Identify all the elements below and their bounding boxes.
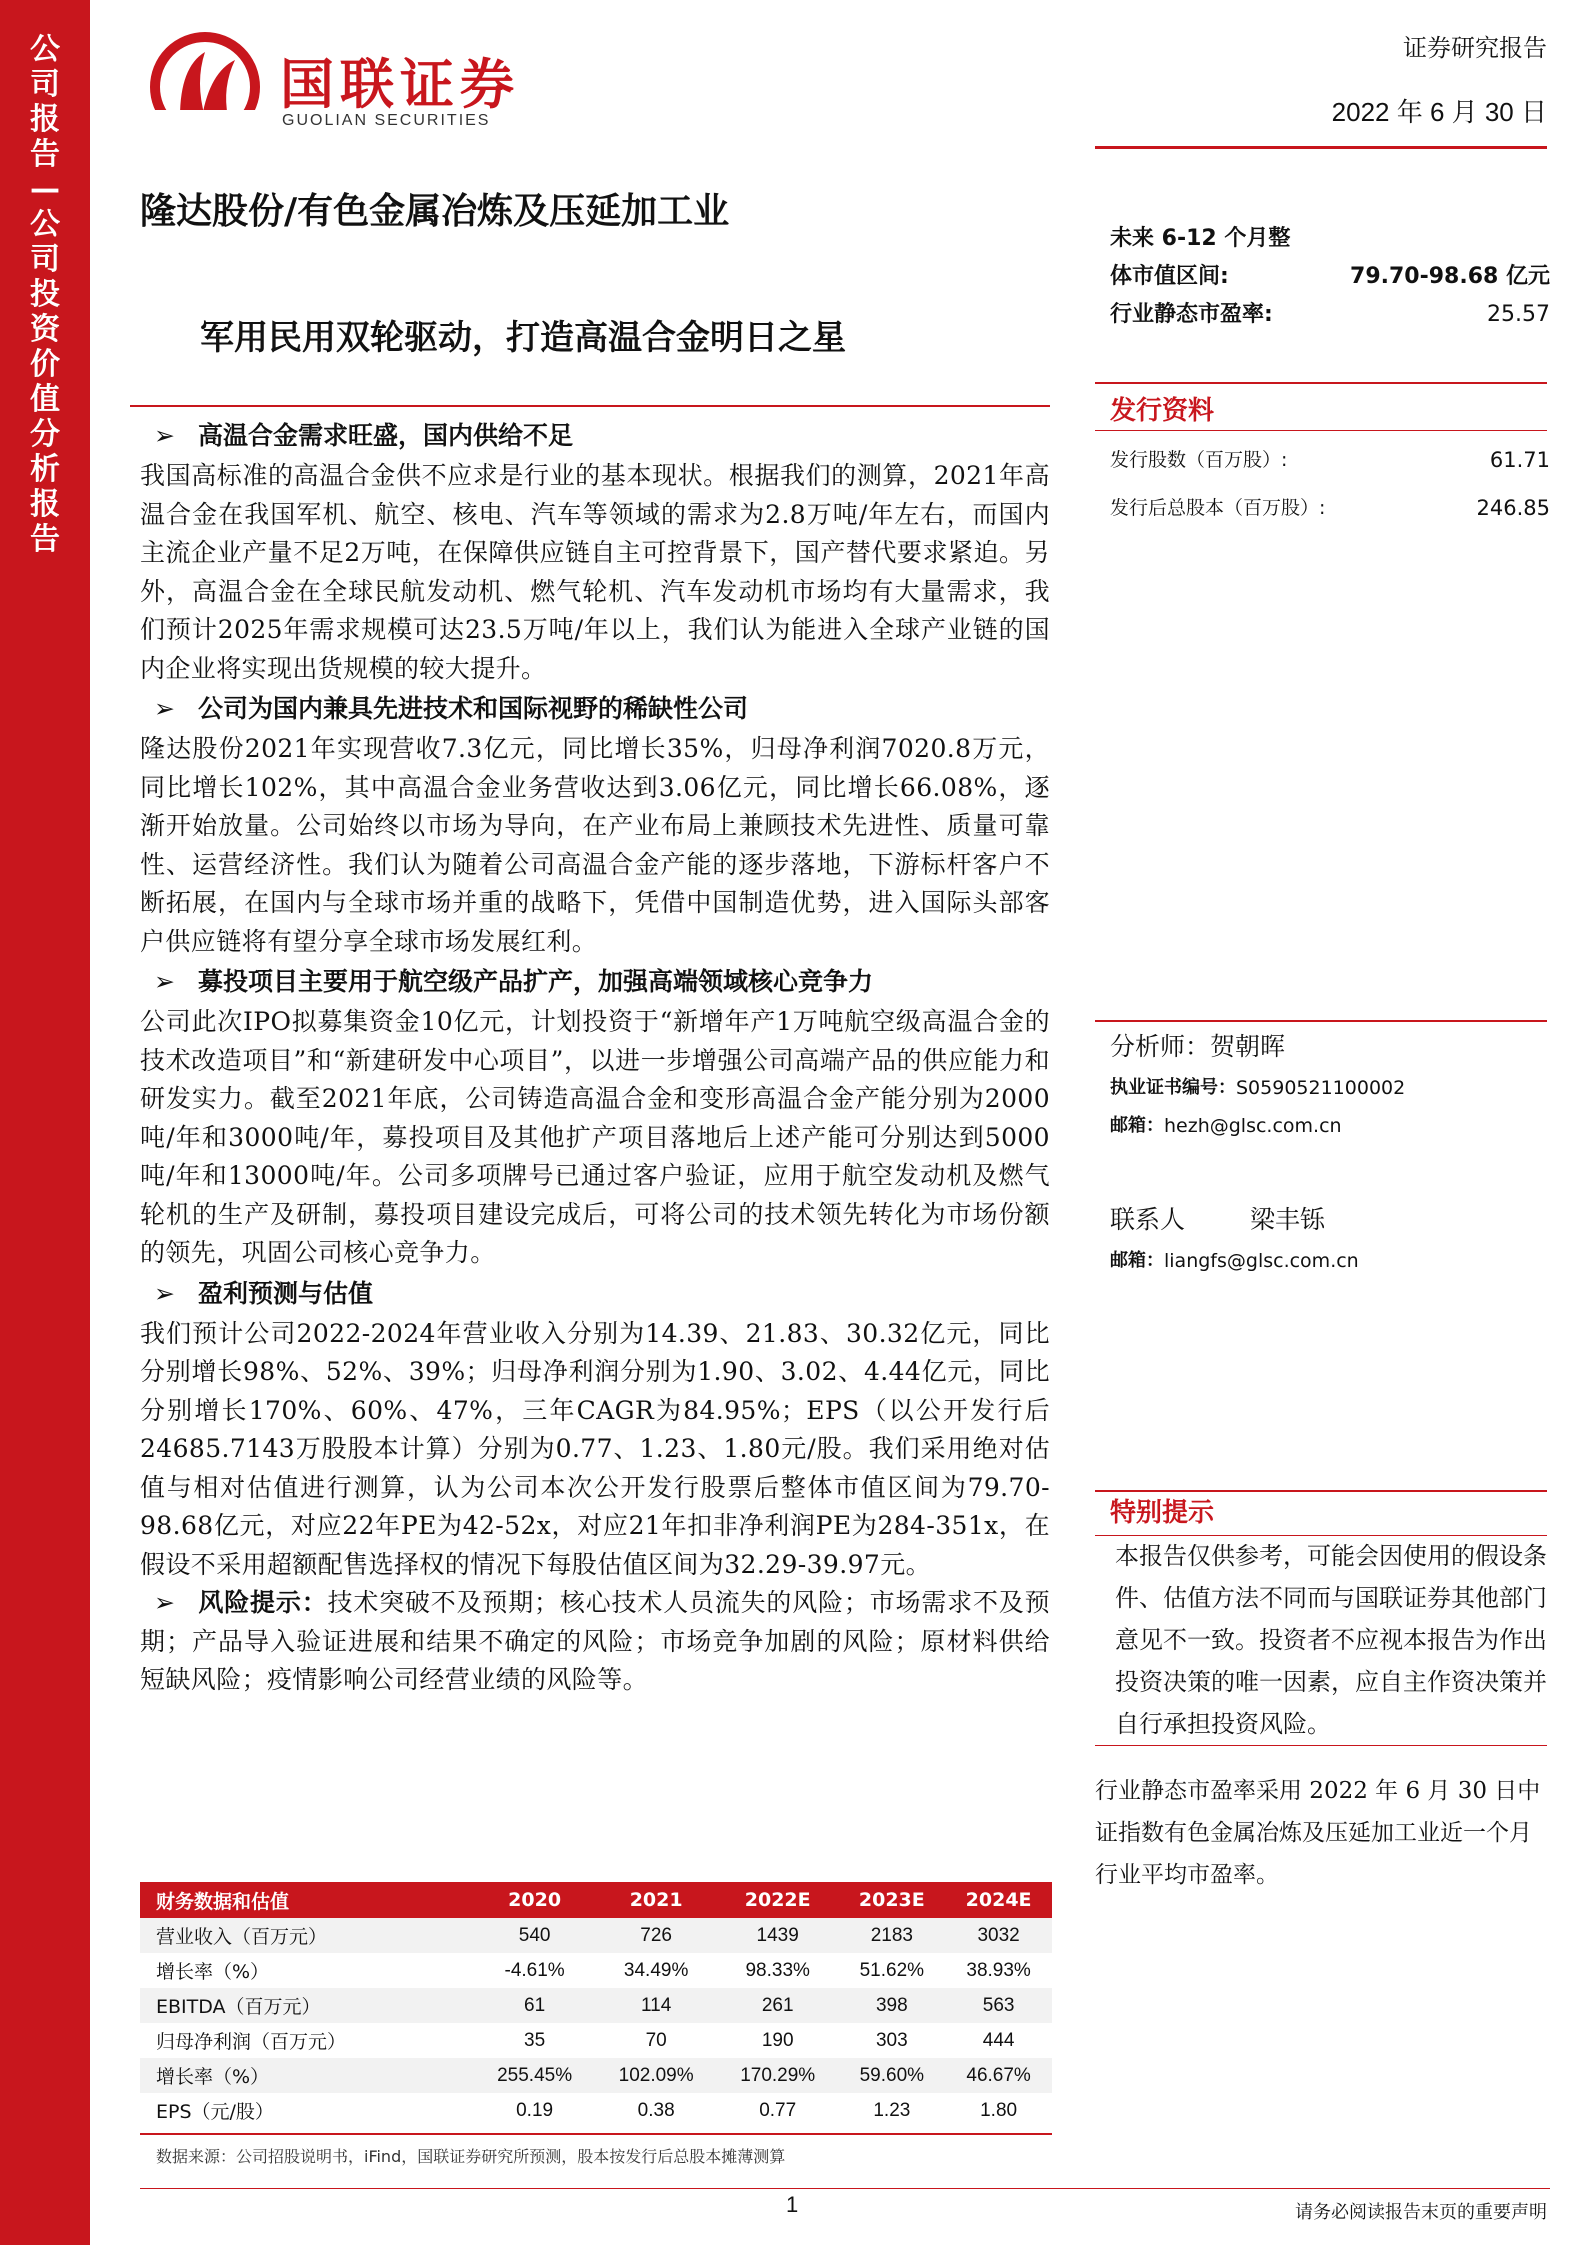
section-head (140, 688, 1050, 730)
analyst-cert-row: 执业证书编号： S0590521100002 (1110, 1077, 1406, 1099)
table-header-row (140, 1882, 1052, 1918)
contact-email-link[interactable]: liangfs@glsc.com.cn (1164, 1250, 1359, 1272)
table-cell: 2183 (838, 1918, 945, 1953)
divider (130, 405, 1050, 407)
report-title: 军用民用双轮驱动，打造高温合金明日之星 (200, 318, 846, 358)
risk-label: 风险提示： (198, 1588, 328, 1617)
divider (1095, 146, 1547, 149)
side-label: 公司报告—公司投资价值分析报告 (30, 32, 60, 557)
main-body (140, 415, 1050, 1700)
logo-text-en: GUOLIAN SECURITIES (282, 112, 491, 129)
table-cell: 0.19 (516, 2099, 554, 2121)
logo-mark-icon (150, 32, 260, 142)
table-cell: 51.62% (859, 1959, 925, 1981)
divider (140, 2133, 1052, 2135)
table-cell: 190 (761, 2029, 794, 2051)
pe-note: 行业静态市盈率采用 2022 年 6 月 30 日中证指数有色金属冶炼及压延加工业近一个月行业平均市盈率。 (1095, 1778, 1541, 1888)
table-cell: 114 (595, 1988, 717, 2023)
company-title: 隆达股份/有色金属冶炼及压延加工业 (140, 191, 730, 232)
section-head (140, 415, 1050, 457)
table-cell: EPS（元/股） (156, 2101, 274, 2123)
table-header: 2024E (945, 1882, 1052, 1918)
valuation-period: 未来 6-12 个月整 (1110, 226, 1291, 251)
risk-paragraph (140, 1584, 1050, 1700)
divider (1095, 382, 1547, 384)
valuation-range: 体市值区间: 79.70-98.68 亿元 (1110, 264, 1550, 289)
table-cell: 1.80 (980, 2099, 1018, 2121)
company-logo (150, 32, 570, 142)
table-cell: 1.23 (873, 2099, 911, 2121)
table-cell: 34.49% (623, 1959, 689, 1981)
table-row (140, 1988, 1052, 2023)
table-cell: 归母净利润（百万元） (156, 2031, 347, 2053)
analyst-email-link[interactable]: hezh@glsc.com.cn (1164, 1115, 1342, 1137)
contact-name-row: 联系人 梁丰铄 (1110, 1205, 1326, 1234)
section-head-text: 公司为国内兼具先进技术和国际视野的稀缺性公司 (198, 694, 749, 723)
table-cell: 444 (982, 2029, 1015, 2051)
divider (1095, 430, 1547, 431)
table-cell: 0.38 (637, 2099, 675, 2121)
table-cell: 170.29% (717, 2058, 839, 2093)
table-row (140, 2023, 1052, 2058)
table-header: 2021 (595, 1882, 717, 1918)
report-date: 2022 年 6 月 30 日 (1331, 97, 1547, 127)
table-cell: 70 (645, 2029, 667, 2051)
arrow-bullet-icon: ➢ (154, 967, 175, 996)
table-cell: 398 (838, 1988, 945, 2023)
table-cell: 61 (474, 1988, 596, 2023)
analyst-email-row: 邮箱： hezh@glsc.com.cn (1110, 1107, 1550, 1145)
arrow-bullet-icon: ➢ (154, 421, 175, 450)
table-cell: 726 (595, 1918, 717, 1953)
table-row (140, 1953, 1052, 1988)
section-body: 隆达股份2021年实现营收7.3亿元，同比增长35%，归母净利润7020.8万元，同比增长102%，其中高温合金业务营收达到3.06亿元，同比增长66.08%，逐渐开始放量。公司始终以市场为导向，在产业布局上兼顾技术先进性、质量可靠性、运营经济性。我们认为随着公司高温合金产能的逐步落地，下游标杆客户不断拓展，在国内与全球市场并重的战略下，凭借中国制造优势，进入国际头部客户供应链将有望分享全球市场发展红利。 (140, 734, 1050, 956)
table-cell: 35 (524, 2029, 546, 2051)
special-text: 本报告仅供参考，可能会因使用的假设条件、估值方法不同而与国联证券其他部门意见不一致。投资者不应视本报告为作出投资决策的唯一因素，应自主作资决策并自行承担投资风险。 (1115, 1542, 1547, 1738)
table-header: 2022E (717, 1882, 839, 1918)
section-head-text: 募投项目主要用于航空级产品扩产，加强高端领域核心竞争力 (198, 967, 874, 996)
table-cell: 增长率（%） (140, 2058, 474, 2093)
table-header: 财务数据和估值 (140, 1882, 474, 1918)
divider (1095, 1745, 1547, 1746)
issue-title: 发行资料 (1110, 396, 1215, 426)
valuation-pe: 行业静态市盈率: 25.57 (1110, 302, 1550, 327)
table-cell: 3032 (945, 1918, 1052, 1953)
table-cell: 303 (875, 2029, 908, 2051)
table-cell: EBITDA（百万元） (140, 1988, 474, 2023)
table-cell: 540 (474, 1918, 596, 1953)
table-cell: -4.61% (504, 1959, 565, 1981)
table-row (140, 1918, 1052, 1953)
table-cell: 102.09% (595, 2058, 717, 2093)
issue-row: 发行后总股本（百万股）: 246.85 (1110, 496, 1550, 520)
issue-row: 发行股数（百万股）: 61.71 (1110, 448, 1550, 472)
table-cell: 98.33% (745, 1959, 810, 1981)
arrow-bullet-icon: ➢ (154, 1278, 175, 1308)
side-bar (0, 0, 90, 2245)
contact-email-row: 邮箱： liangfs@glsc.com.cn (1110, 1242, 1550, 1280)
divider (1095, 1020, 1547, 1022)
table-cell: 261 (717, 1988, 839, 2023)
issue-rows (1110, 436, 1550, 532)
table-cell: 增长率（%） (156, 1961, 270, 1983)
table-cell: 1439 (717, 1918, 839, 1953)
special-title: 特别提示 (1110, 1498, 1215, 1528)
contact-box (1110, 1198, 1550, 1280)
table-cell: 0.77 (759, 2099, 797, 2121)
table-cell: 255.45% (474, 2058, 596, 2093)
section-body: 我们预计公司2022-2024年营业收入分别为14.39、21.83、30.32亿元，同比分别增长98%、52%、39%；归母净利润分别为1.90、3.02、4.44亿元，同比分别增长170%、60%、47%，三年CAGR为84.95%；EPS（以公开发行后24685.7143万股股本计算）分别为0.77、1.23、1.80元/股。我们采用绝对估值与相对估值进行测算，认为公司本次公开发行股票后整体市值区间为79.70-98.68亿元，对应22年PE为42-52x，对应21年扣非净利润PE为284-351x，在假设不采用超额配售选择权的情况下每股估值区间为32.29-39.97元。 (140, 1318, 1050, 1579)
section-body: 我国高标准的高温合金供不应求是行业的基本现状。根据我们的测算，2021年高温合金在我国军机、航空、核电、汽车等领域的需求为2.8万吨/年左右，而国内主流企业产量不足2万吨，在保障供应链自主可控背景下，国产替代要求紧迫。另外，高温合金在全球民航发动机、燃气轮机、汽车发动机市场均有大量需求，我们预计2025年需求规模可达23.5万吨/年以上，我们认为能进入全球产业链的国内企业将实现出货规模的较大提升。 (140, 461, 1050, 683)
table-row (140, 2093, 1052, 2128)
section-body: 公司此次IPO拟募集资金10亿元，计划投资于“新增年产1万吨航空级高温合金的技术改造项目”和“新建研发中心项目”，以进一步增强公司高端产品的供应能力和研发实力。截至2021年底，公司铸造高温合金和变形高温合金产能分别为2000吨/年和3000吨/年，募投项目及其他扩产项目落地后上述产能可分别达到5000吨/年和13000吨/年。公司多项牌号已通过客户验证，应用于航空发动机及燃气轮机的生产及研制，募投项目建设完成后，可将公司的技术领先转化为市场份额的领先，巩固公司核心竞争力。 (140, 1007, 1050, 1267)
issue-box (1110, 390, 1550, 432)
section-head-text: 高温合金需求旺盛，国内供给不足 (198, 421, 574, 450)
table-cell: 563 (945, 1988, 1052, 2023)
table-cell: 38.93% (966, 1959, 1031, 1981)
table-cell: 59.60% (838, 2058, 945, 2093)
table-cell: 营业收入（百万元） (140, 1918, 474, 1953)
analyst-name-row: 分析师： 贺朝晖 (1110, 1032, 1286, 1061)
section-head (140, 961, 1050, 1003)
table-header: 2020 (474, 1882, 596, 1918)
valuation-box (1110, 220, 1550, 334)
arrow-bullet-icon: ➢ (154, 1588, 176, 1617)
table-header: 2023E (838, 1882, 945, 1918)
table-cell: 46.67% (945, 2058, 1052, 2093)
table-row (140, 2058, 1052, 2093)
section-head (140, 1273, 1050, 1315)
table-source: 数据来源：公司招股说明书，iFind，国联证券研究所预测，股本按发行后总股本摊薄测算 (156, 2147, 786, 2166)
financial-table (140, 1882, 1052, 2128)
analyst-box (1110, 1025, 1550, 1145)
doc-type: 证券研究报告 (1403, 34, 1547, 62)
divider (140, 2188, 1550, 2189)
footer-note: 请务必阅读报告末页的重要声明 (1295, 2202, 1547, 2223)
special-title-box (1110, 1490, 1550, 1536)
logo-text-cn: 国联证券 (280, 53, 520, 116)
section-head-text: 盈利预测与估值 (198, 1278, 374, 1308)
risk-text: 技术突破不及预期；核心技术人员流失的风险；市场需求不及预期；产品导入验证进展和结果不确定的风险；市场竞争加剧的风险；原材料供给短缺风险；疫情影响公司经营业绩的风险等。 (140, 1588, 1050, 1694)
arrow-bullet-icon: ➢ (154, 694, 175, 723)
page-number: 1 (786, 2192, 799, 2217)
